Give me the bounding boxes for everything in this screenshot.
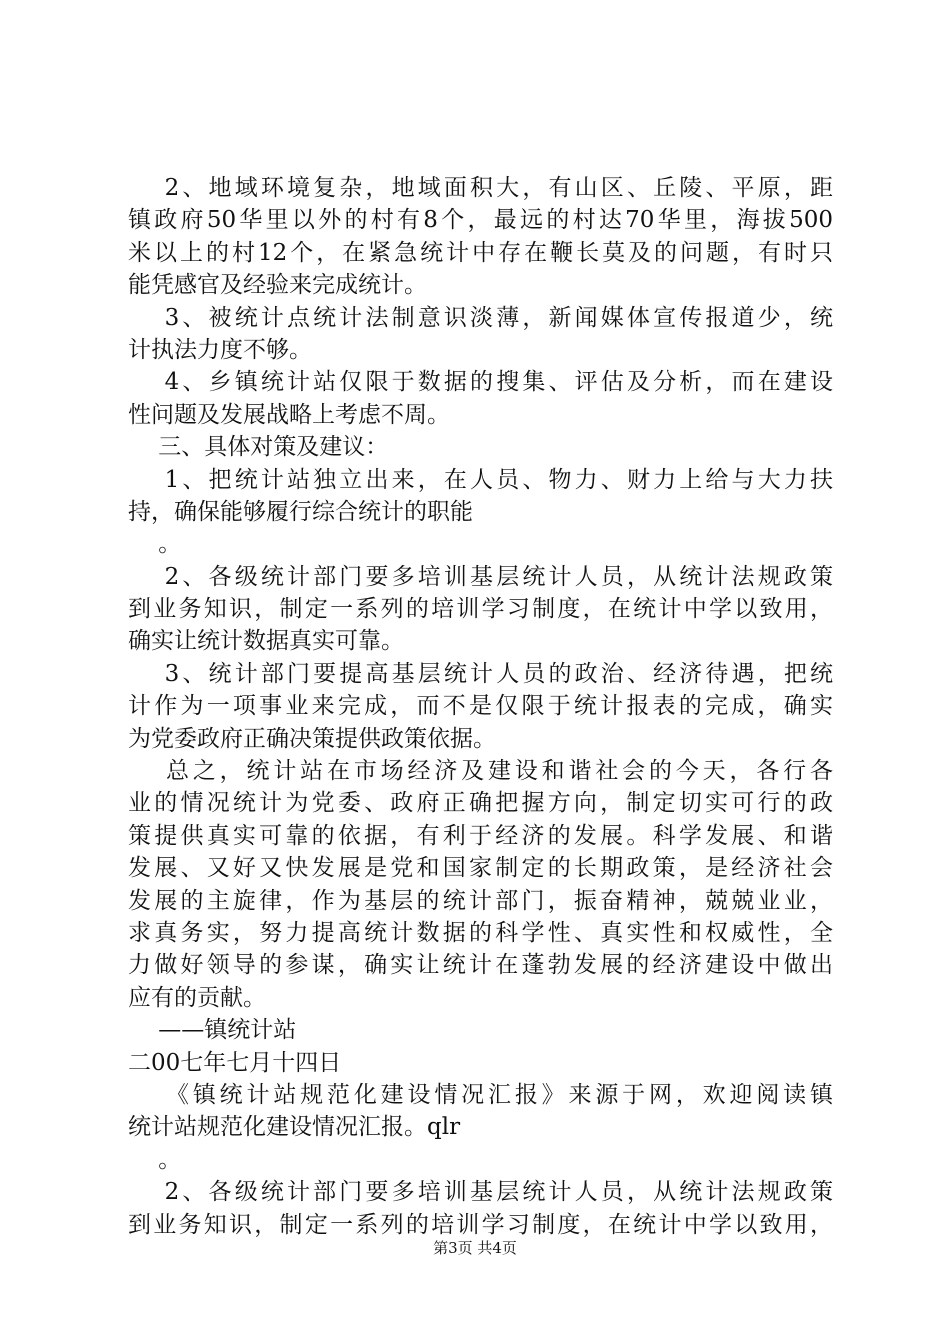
text-line: 二00七年七月十四日 bbox=[128, 1049, 342, 1076]
document-body bbox=[128, 172, 833, 1241]
text-line: 为党委政府正确决策提供政策依据。 bbox=[128, 725, 496, 752]
text-line: 能凭感官及经验来完成统计。 bbox=[128, 272, 427, 299]
text-line: 2、各级统计部门要多培训基层统计人员，从统计法规政策 bbox=[128, 563, 833, 590]
text-line: 性问题及发展战略上考虑不周。 bbox=[128, 401, 450, 428]
text-line: 策提供真实可靠的依据，有利于经济的发展。科学发展、和谐 bbox=[128, 822, 833, 849]
text-line: 统计站规范化建设情况汇报。qlr bbox=[128, 1114, 461, 1141]
text-line: 到业务知识，制定一系列的培训学习制度，在统计中学以致用， bbox=[128, 1211, 833, 1238]
text-line: 1、把统计站独立出来，在人员、物力、财力上给与大力扶 bbox=[128, 466, 833, 493]
text-line: 应有的贡献。 bbox=[128, 984, 266, 1011]
page-number: 第3页 共4页 bbox=[433, 1239, 517, 1257]
text-line: 计执法力度不够。 bbox=[128, 336, 312, 363]
text-line: 发展的主旋律，作为基层的统计部门，振奋精神，兢兢业业， bbox=[128, 887, 833, 914]
text-line: 3、被统计点统计法制意识淡薄，新闻媒体宣传报道少，统 bbox=[128, 304, 833, 331]
text-line: 到业务知识，制定一系列的培训学习制度，在统计中学以致用， bbox=[128, 596, 833, 623]
text-line: 计作为一项事业来完成，而不是仅限于统计报表的完成，确实 bbox=[128, 693, 833, 720]
text-line: 力做好领导的参谋，确实让统计在蓬勃发展的经济建设中做出 bbox=[128, 952, 833, 979]
text-line: 4、乡镇统计站仅限于数据的搜集、评估及分析，而在建设 bbox=[128, 369, 833, 396]
text-line: 。 bbox=[128, 1146, 182, 1173]
text-line: 3、统计部门要提高基层统计人员的政治、经济待遇，把统 bbox=[128, 660, 833, 687]
text-line: 求真务实，努力提高统计数据的科学性、真实性和权威性，全 bbox=[128, 919, 833, 946]
text-line: 《镇统计站规范化建设情况汇报》来源于网，欢迎阅读镇 bbox=[128, 1081, 833, 1108]
text-line: 米以上的村12个，在紧急统计中存在鞭长莫及的问题，有时只 bbox=[128, 239, 833, 266]
text-line: ——镇统计站 bbox=[128, 1017, 297, 1044]
text-line: 确实让统计数据真实可靠。 bbox=[128, 628, 404, 655]
text-line: 总之，统计站在市场经济及建设和谐社会的今天，各行各 bbox=[128, 758, 833, 785]
text-line: 镇政府50华里以外的村有8个，最远的村达70华里，海拔500 bbox=[128, 207, 833, 234]
text-line: 三、具体对策及建议： bbox=[128, 434, 389, 461]
text-line: 业的情况统计为党委、政府正确把握方向，制定切实可行的政 bbox=[128, 790, 833, 817]
text-line: 发展、又好又快发展是党和国家制定的长期政策，是经济社会 bbox=[128, 855, 833, 882]
text-line: 。 bbox=[128, 531, 182, 558]
text-line: 2、各级统计部门要多培训基层统计人员，从统计法规政策 bbox=[128, 1179, 833, 1206]
text-line: 2、地域环境复杂，地域面积大，有山区、丘陵、平原，距 bbox=[128, 175, 833, 201]
text-line: 持，确保能够履行综合统计的职能 bbox=[128, 498, 473, 525]
